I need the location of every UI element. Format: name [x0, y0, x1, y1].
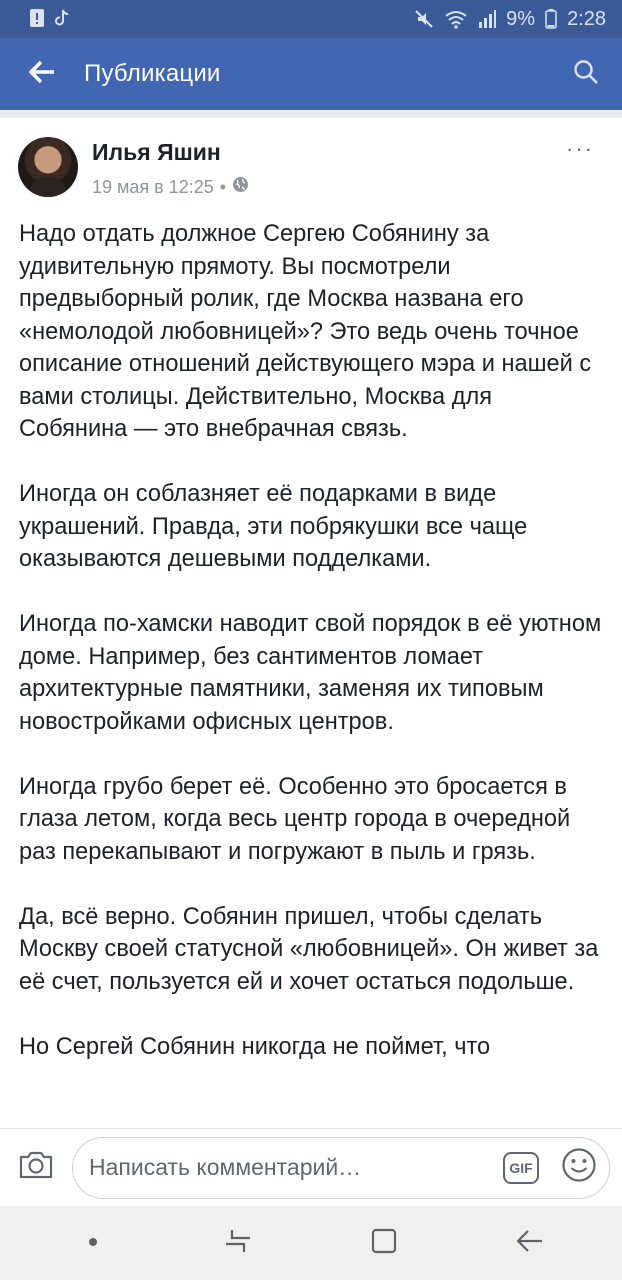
- battery-icon: [545, 9, 557, 29]
- globe-icon: [232, 176, 249, 198]
- meta-separator: •: [219, 176, 227, 197]
- back-button[interactable]: [0, 38, 84, 110]
- mute-icon: [414, 9, 434, 29]
- post-header: [0, 118, 622, 206]
- battery-percent: 9%: [506, 7, 536, 30]
- post-body: [0, 206, 622, 1063]
- post-card: [0, 118, 622, 1130]
- page-title: Публикации: [84, 60, 221, 87]
- camera-icon: [18, 1150, 54, 1185]
- gif-button[interactable]: GIF: [503, 1152, 539, 1184]
- clock: 2:28: [567, 7, 606, 30]
- emoji-button[interactable]: [561, 1147, 597, 1188]
- comment-bar: [0, 1128, 622, 1206]
- system-nav-bar: [0, 1206, 622, 1280]
- post-meta: [92, 176, 249, 198]
- wifi-icon: [444, 9, 468, 29]
- signal-icon: [478, 10, 496, 28]
- status-bar: [0, 0, 622, 38]
- author-name[interactable]: Илья Яшин: [92, 139, 221, 165]
- post-date[interactable]: 19 мая в 12:25: [92, 176, 214, 197]
- home-button[interactable]: [354, 1213, 414, 1273]
- search-button[interactable]: [550, 38, 622, 110]
- search-icon: [573, 59, 599, 90]
- comment-placeholder: Написать комментарий…: [89, 1154, 362, 1180]
- post-paragraph: Иногда грубо берет её. Особенно это бросается в глаза летом, когда весь центр города в очередной раз перекапывают и погружают в пыль и грязь.: [19, 773, 571, 865]
- post-paragraph: Иногда по-хамски наводит свой порядок в её уютном доме. Например, без сантиментов ломает архитектурные памятники, заменяя их типовым новостройками офисных центров.: [19, 611, 602, 735]
- avatar[interactable]: [18, 137, 78, 197]
- camera-button[interactable]: [0, 1150, 72, 1185]
- home-icon: [371, 1228, 397, 1259]
- dot-icon: [88, 1234, 98, 1252]
- post-paragraph: Надо отдать должное Сергею Собянину за удивительную прямоту. Вы посмотрели предвыборный ролик, где Москва названа его «немолодой любовницей»? Это ведь очень точное описание отношений действующего мэра и нашей с вами столицы. Действительно, Москва для Собянина — это внебрачная связь.: [19, 221, 592, 442]
- post-paragraph: Но Сергей Собянин никогда не поймет, что: [19, 1033, 491, 1060]
- nav-dot-button[interactable]: [63, 1213, 123, 1273]
- back-arrow-icon: [29, 60, 55, 89]
- tiktok-icon: [54, 9, 70, 30]
- system-back-button[interactable]: [499, 1213, 559, 1273]
- comment-input[interactable]: [72, 1137, 610, 1199]
- post-paragraph: Иногда он соблазняет её подарками в виде украшений. Правда, эти побрякушки все чаще оказываются дешевыми подделками.: [19, 481, 528, 572]
- warning-icon: [30, 9, 44, 30]
- more-options-button[interactable]: ···: [566, 136, 594, 161]
- status-system: [414, 8, 606, 31]
- status-notifications: [30, 9, 70, 30]
- emoji-icon: [561, 1147, 597, 1188]
- recent-apps-icon: [224, 1228, 252, 1259]
- app-bar: [0, 38, 622, 110]
- back-icon: [515, 1229, 543, 1258]
- recent-apps-button[interactable]: [208, 1213, 268, 1273]
- post-paragraph: Да, всё верно. Собянин пришел, чтобы сделать Москву своей статусной «любовницей». Он живет за её счет, пользуется ей и хочет остаться подольше.: [19, 903, 599, 995]
